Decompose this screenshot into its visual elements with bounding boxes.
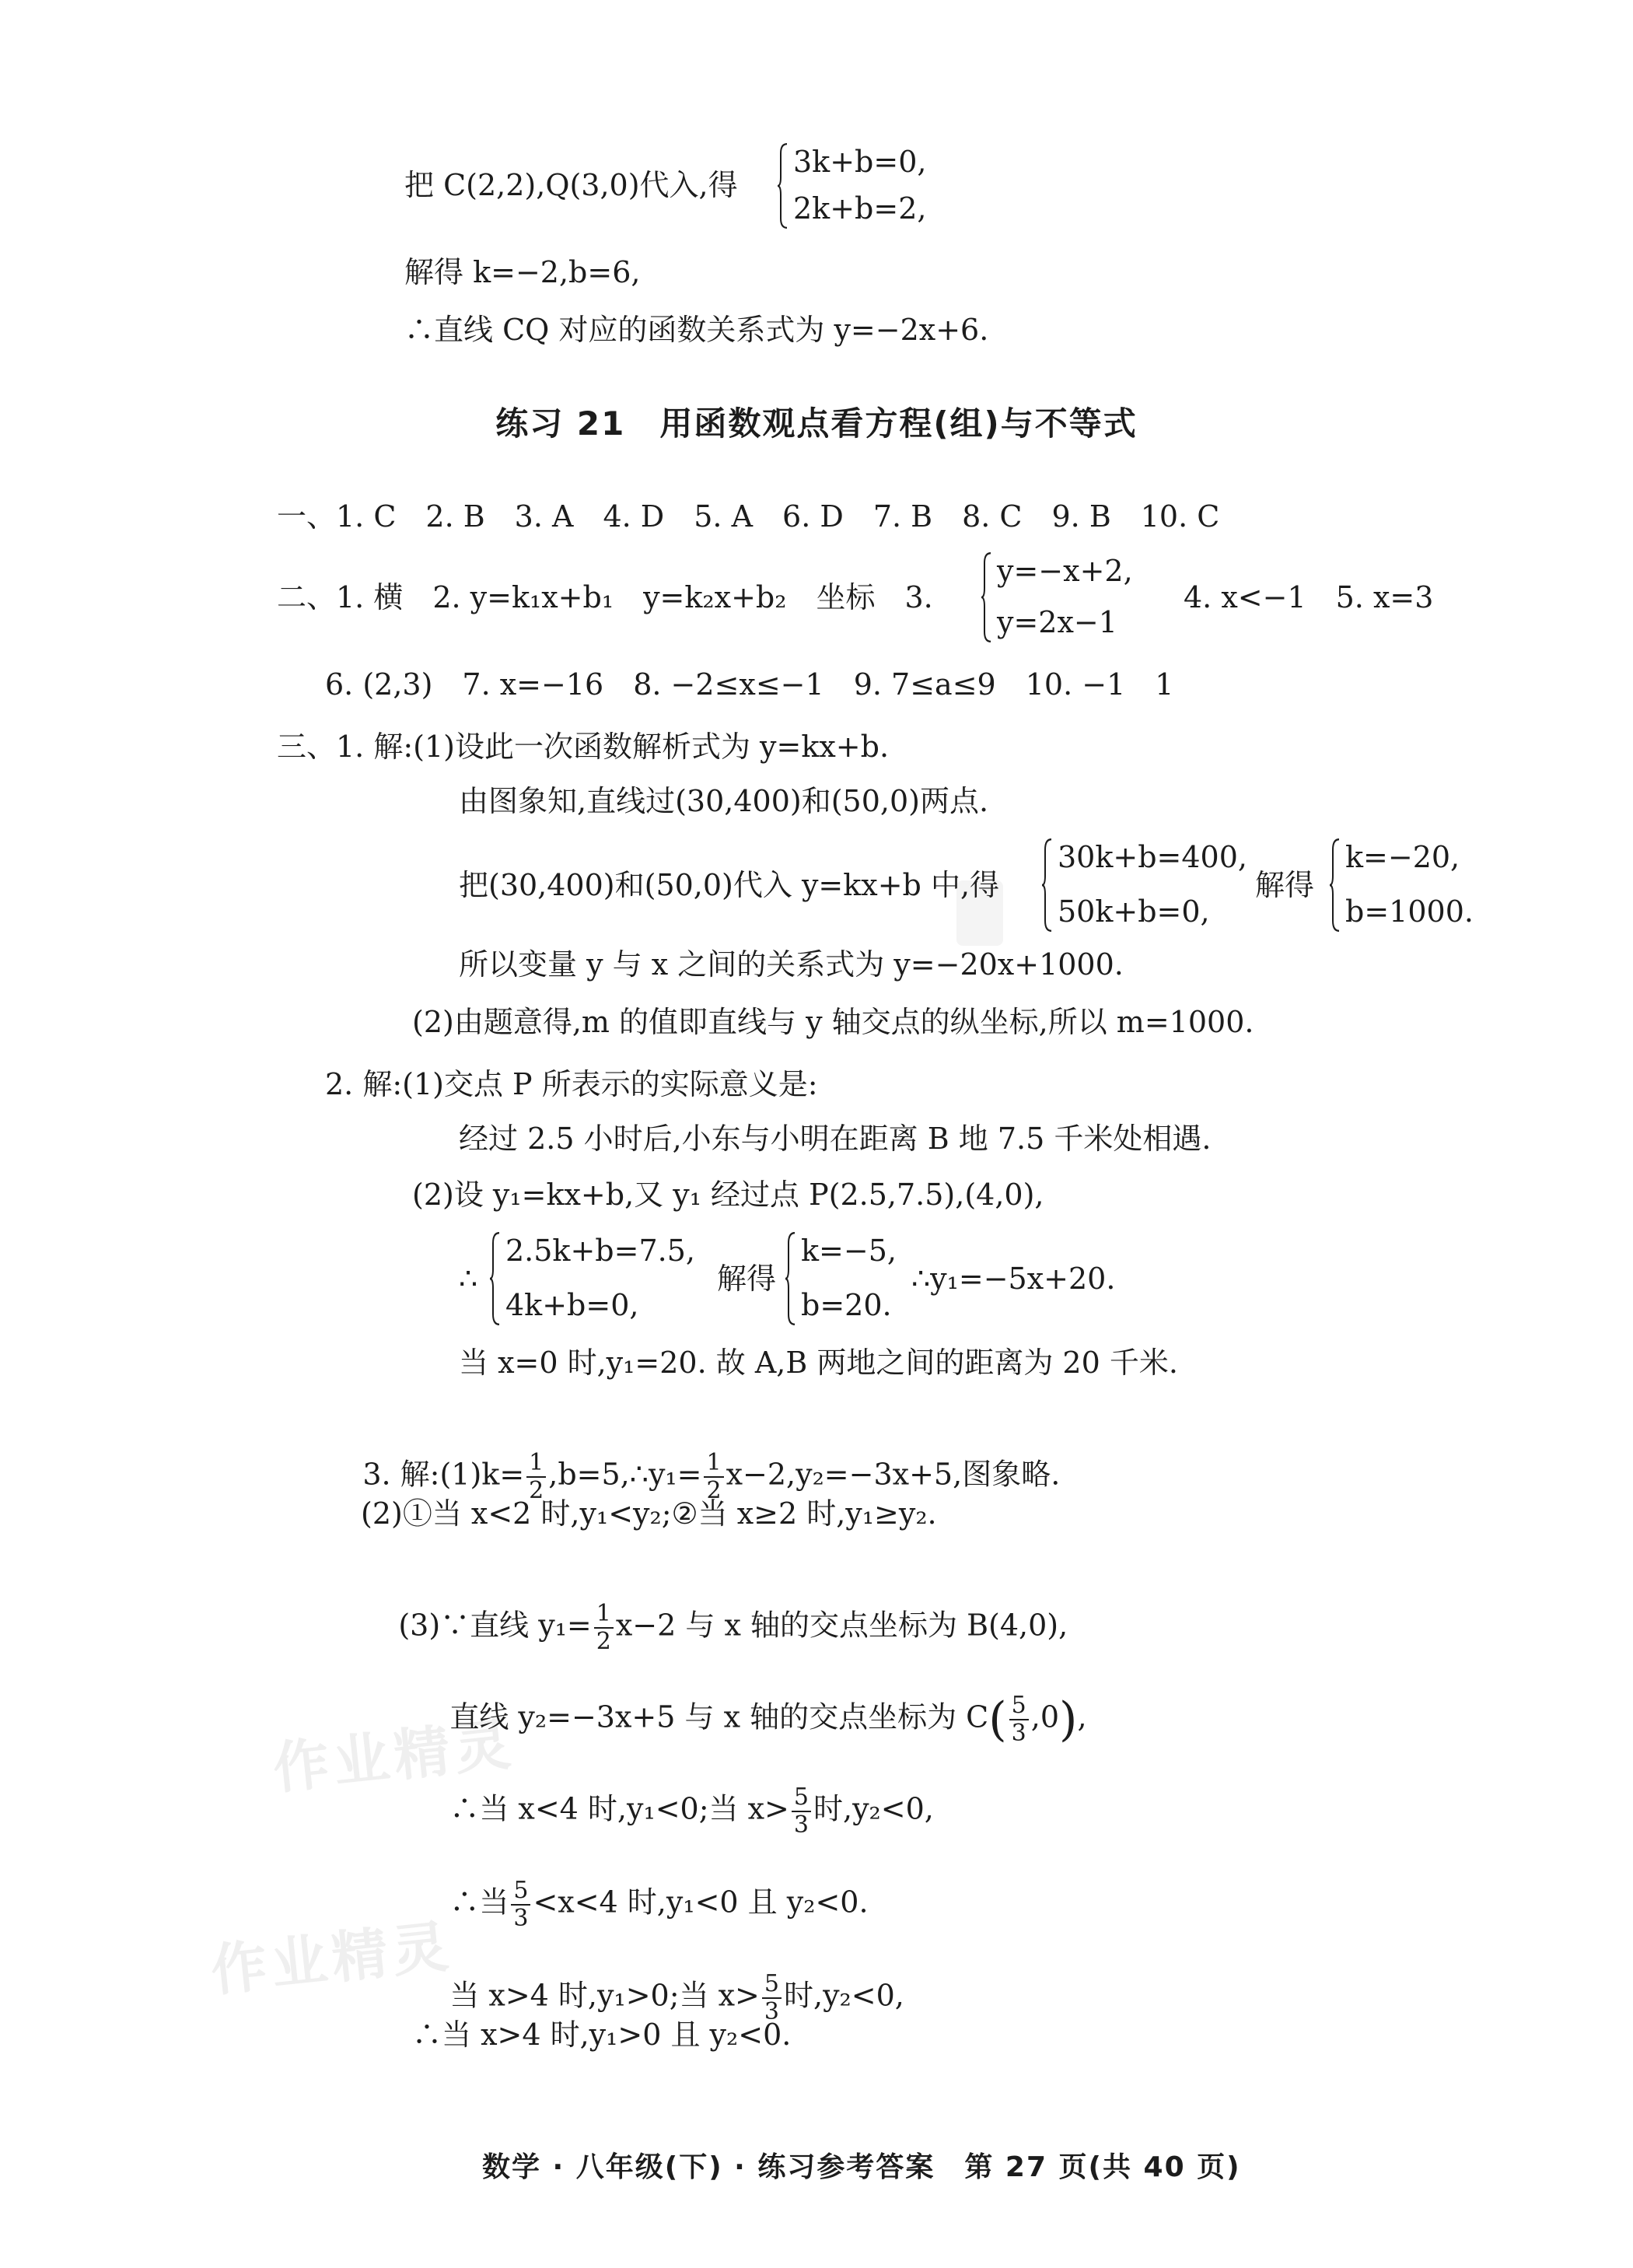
paren-close: ) <box>1059 1692 1078 1747</box>
q2-sol-2: b=20. <box>801 1288 892 1322</box>
top-line-3: ∴直线 CQ 对应的函数关系式为 y=−2x+6. <box>404 313 989 347</box>
q2-line-5: 当 x=0 时,y₁=20. 故 A,B 两地之间的距离为 20 千米. <box>459 1346 1178 1380</box>
q3-line-4: 直线 y₂=−3x+5 与 x 轴的交点坐标为 C( $\frac{5}{3}$ ,0), <box>449 1692 1087 1747</box>
frac-num: 5 <box>511 1878 530 1906</box>
q3-l4-a: 直线 y₂=−3x+5 与 x 轴的交点坐标为 C <box>449 1699 989 1734</box>
frac-num: 5 <box>762 1971 782 1999</box>
q3-l1-b: ,b=5,∴y₁= <box>548 1457 702 1492</box>
frac-num: 1 <box>704 1450 723 1478</box>
frac-den: 2 <box>706 1477 722 1504</box>
q2-line-2: 经过 2.5 小时后,小东与小明在距离 B 地 7.5 千米处相遇. <box>459 1122 1212 1156</box>
q2-therefore: ∴ <box>459 1262 478 1296</box>
frac-den: 2 <box>596 1628 611 1655</box>
q2-result: ∴y₁=−5x+20. <box>911 1262 1116 1296</box>
top-eq-1: 3k+b=0, <box>793 145 927 179</box>
part2-system <box>981 552 1215 642</box>
q1-eq-1: 30k+b=400, <box>1058 840 1247 874</box>
part2-head: 二、1. 横 2. y=k₁x+b₁ y=k₂x+b₂ 坐标 3. <box>277 580 933 614</box>
q1-line-5: (2)由题意得,m 的值即直线与 y 轴交点的纵坐标,所以 m=1000. <box>412 1005 1254 1039</box>
frac-den: 2 <box>529 1477 544 1504</box>
q2-line-3: (2)设 y₁=kx+b,又 y₁ 经过点 P(2.5,7.5),(4,0), <box>412 1178 1044 1212</box>
q1-eq-2: 50k+b=0, <box>1058 894 1210 929</box>
frac-num: 5 <box>792 1784 811 1812</box>
q2-eq-1: 2.5k+b=7.5, <box>505 1234 695 1268</box>
q1-solve-label: 解得 <box>1255 868 1315 902</box>
part2-eq-1: y=−x+2, <box>997 554 1133 588</box>
q2-system-1 <box>490 1232 715 1325</box>
q3-l7-b: 时,y₂<0, <box>783 1978 904 2013</box>
section-title: 练习 21 用函数观点看方程(组)与不等式 <box>495 404 1138 443</box>
part1-answers: 一、1. C 2. B 3. A 4. D 5. A 6. D 7. B 8. C 9. B 10. C <box>277 499 1220 534</box>
frac-num: 1 <box>594 1601 614 1629</box>
frac-num: 1 <box>526 1450 546 1478</box>
q3-l1-a: 3. 解:(1)k= <box>362 1457 525 1492</box>
q2-solve-label: 解得 <box>717 1262 777 1296</box>
top-line-1: 把 C(2,2),Q(3,0)代入,得 <box>404 168 738 202</box>
frac-den: 3 <box>764 1998 779 2025</box>
top-line-2: 解得 k=−2,b=6, <box>404 255 641 289</box>
frac-den: 3 <box>793 1811 809 1839</box>
frac-den: 3 <box>1011 1720 1026 1747</box>
q1-line-4: 所以变量 y 与 x 之间的关系式为 y=−20x+1000. <box>459 947 1124 982</box>
q1-line-1: 三、1. 解:(1)设此一次函数解析式为 y=kx+b. <box>277 730 890 764</box>
frac-den: 3 <box>513 1905 529 1932</box>
q3-line-8: ∴当 x>4 时,y₁>0 且 y₂<0. <box>412 2018 792 2052</box>
watermark: 作业精灵 <box>270 1710 519 1802</box>
q3-l5-b: 时,y₂<0, <box>813 1791 934 1826</box>
fraction-half <box>594 1601 614 1655</box>
q3-l3-a: (3)∵直线 y₁= <box>398 1608 592 1643</box>
q1-line-3: 把(30,400)和(50,0)代入 y=kx+b 中,得 <box>459 868 1000 902</box>
q3-line-2: (2)①当 x<2 时,y₁<y₂;②当 x≥2 时,y₁≥y₂. <box>361 1496 937 1531</box>
watermark: 作业精灵 <box>208 1913 456 2004</box>
top-eq-2: 2k+b=2, <box>793 191 927 226</box>
part2-row2: 6. (2,3) 7. x=−16 8. −2≤x≤−1 9. 7≤a≤9 10. −1 1 <box>325 667 1174 702</box>
q3-l7-a: 当 x>4 时,y₁>0;当 x> <box>449 1978 760 2013</box>
part2-eq-2: y=2x−1 <box>997 605 1117 639</box>
q2-line-1: 2. 解:(1)交点 P 所表示的实际意义是: <box>325 1067 818 1101</box>
q3-l5-a: ∴当 x<4 时,y₁<0;当 x> <box>449 1791 789 1826</box>
fraction-five-thirds <box>792 1784 811 1839</box>
paren-open: ( <box>988 1692 1007 1747</box>
q3-l6-b: <x<4 时,y₁<0 且 y₂<0. <box>533 1885 869 1920</box>
q1-system-1 <box>1042 838 1268 932</box>
q3-l3-b: x−2 与 x 轴的交点坐标为 B(4,0), <box>615 1608 1068 1643</box>
fraction-five-thirds <box>1009 1692 1029 1747</box>
q1-sol-2: b=1000. <box>1345 894 1474 929</box>
page-footer: 数学 · 八年级(下) · 练习参考答案 第 27 页(共 40 页) <box>482 2151 1241 2183</box>
fraction-five-thirds <box>511 1878 530 1932</box>
q2-sol-1: k=−5, <box>801 1234 897 1268</box>
q2-system-2 <box>785 1232 910 1325</box>
q1-system-2 <box>1330 838 1485 932</box>
q1-sol-1: k=−20, <box>1345 840 1460 874</box>
q1-line-2: 由图象知,直线过(30,400)和(50,0)两点. <box>459 784 989 818</box>
frac-num: 5 <box>1009 1692 1029 1720</box>
part2-tail: 4. x<−1 5. x=3 <box>1184 580 1434 614</box>
top-system <box>778 143 1011 229</box>
q3-l4-b: ,0 <box>1030 1699 1060 1734</box>
q3-l1-c: x−2,y₂=−3x+5,图象略. <box>726 1457 1061 1492</box>
q2-eq-2: 4k+b=0, <box>505 1288 639 1322</box>
q3-l6-a: ∴当 <box>449 1885 509 1920</box>
